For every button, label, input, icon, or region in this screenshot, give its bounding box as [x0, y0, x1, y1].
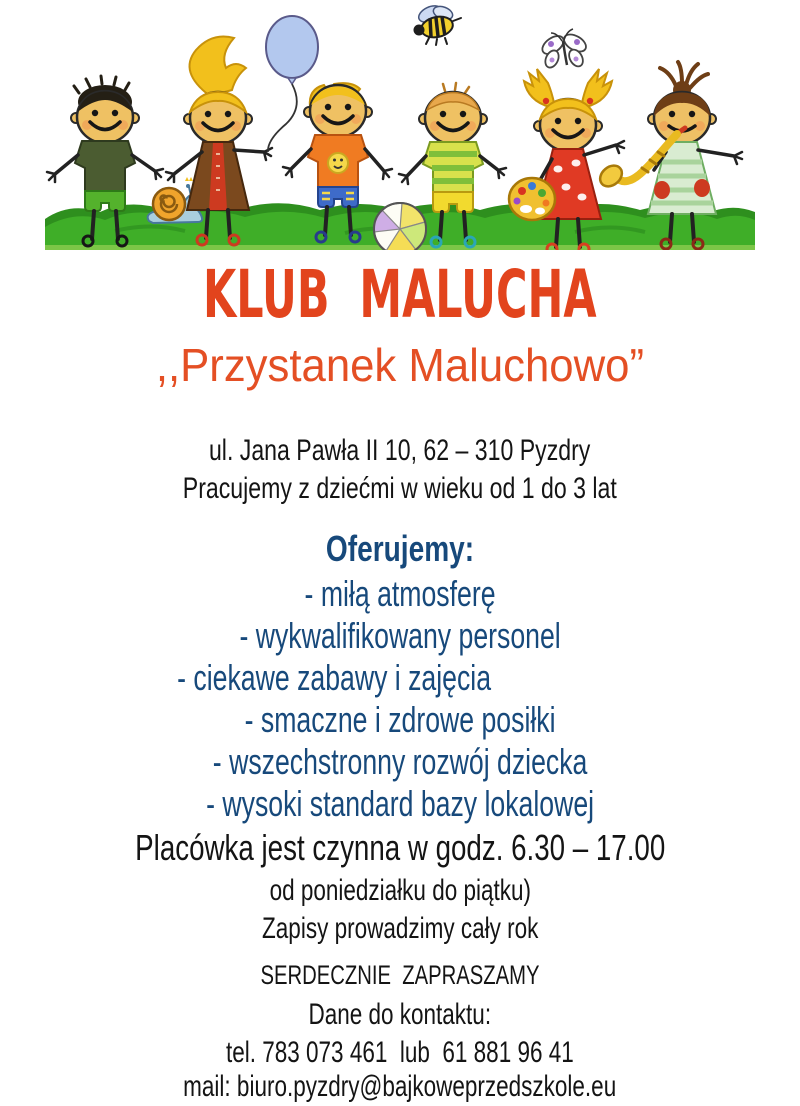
enrollment-info: Zapisy prowadzimy cały rok	[261, 912, 539, 945]
contact-email: mail: biuro.pyzdry@bajkoweprzedszkole.eu	[183, 1070, 617, 1103]
address-line: ul. Jana Pawła II 10, 62 – 310 Pyzdry	[209, 434, 591, 467]
opening-hours: Placówka jest czynna w godz. 6.30 – 17.00	[134, 827, 666, 868]
offer-item: - wszechstronny rozwój dziecka	[212, 741, 588, 782]
offer-heading: Oferujemy:	[325, 528, 475, 569]
offer-list	[0, 573, 800, 825]
children-illustration	[45, 5, 755, 250]
offer-item: - smaczne i zdrowe posiłki	[244, 699, 556, 740]
page-title: KLUB MALUCHA	[203, 256, 597, 333]
beach-ball-icon	[374, 203, 426, 250]
balloon-icon	[266, 16, 318, 152]
offer-item: - ciekawe zabawy i zajęcia	[177, 657, 491, 698]
contact-phone: tel. 783 073 461 lub 61 881 96 41	[226, 1036, 574, 1069]
paint-palette-icon	[509, 178, 555, 220]
bee-icon	[414, 5, 462, 45]
contact-heading: Dane do kontaktu:	[308, 998, 492, 1031]
invitation-line: SERDECZNIE ZAPRASZAMY	[260, 960, 540, 990]
opening-days: od poniedziałku do piątku)	[269, 874, 531, 907]
offer-item: - wysoki standard bazy lokalowej	[206, 783, 594, 824]
age-info-line: Pracujemy z dziećmi w wieku od 1 do 3 lat	[183, 472, 617, 505]
offer-item: - miłą atmosferę	[304, 573, 496, 614]
offer-item: - wykwalifikowany personel	[239, 615, 561, 656]
page-subtitle: ,,Przystanek Maluchowo”	[155, 339, 645, 391]
butterfly-icon	[539, 29, 589, 70]
